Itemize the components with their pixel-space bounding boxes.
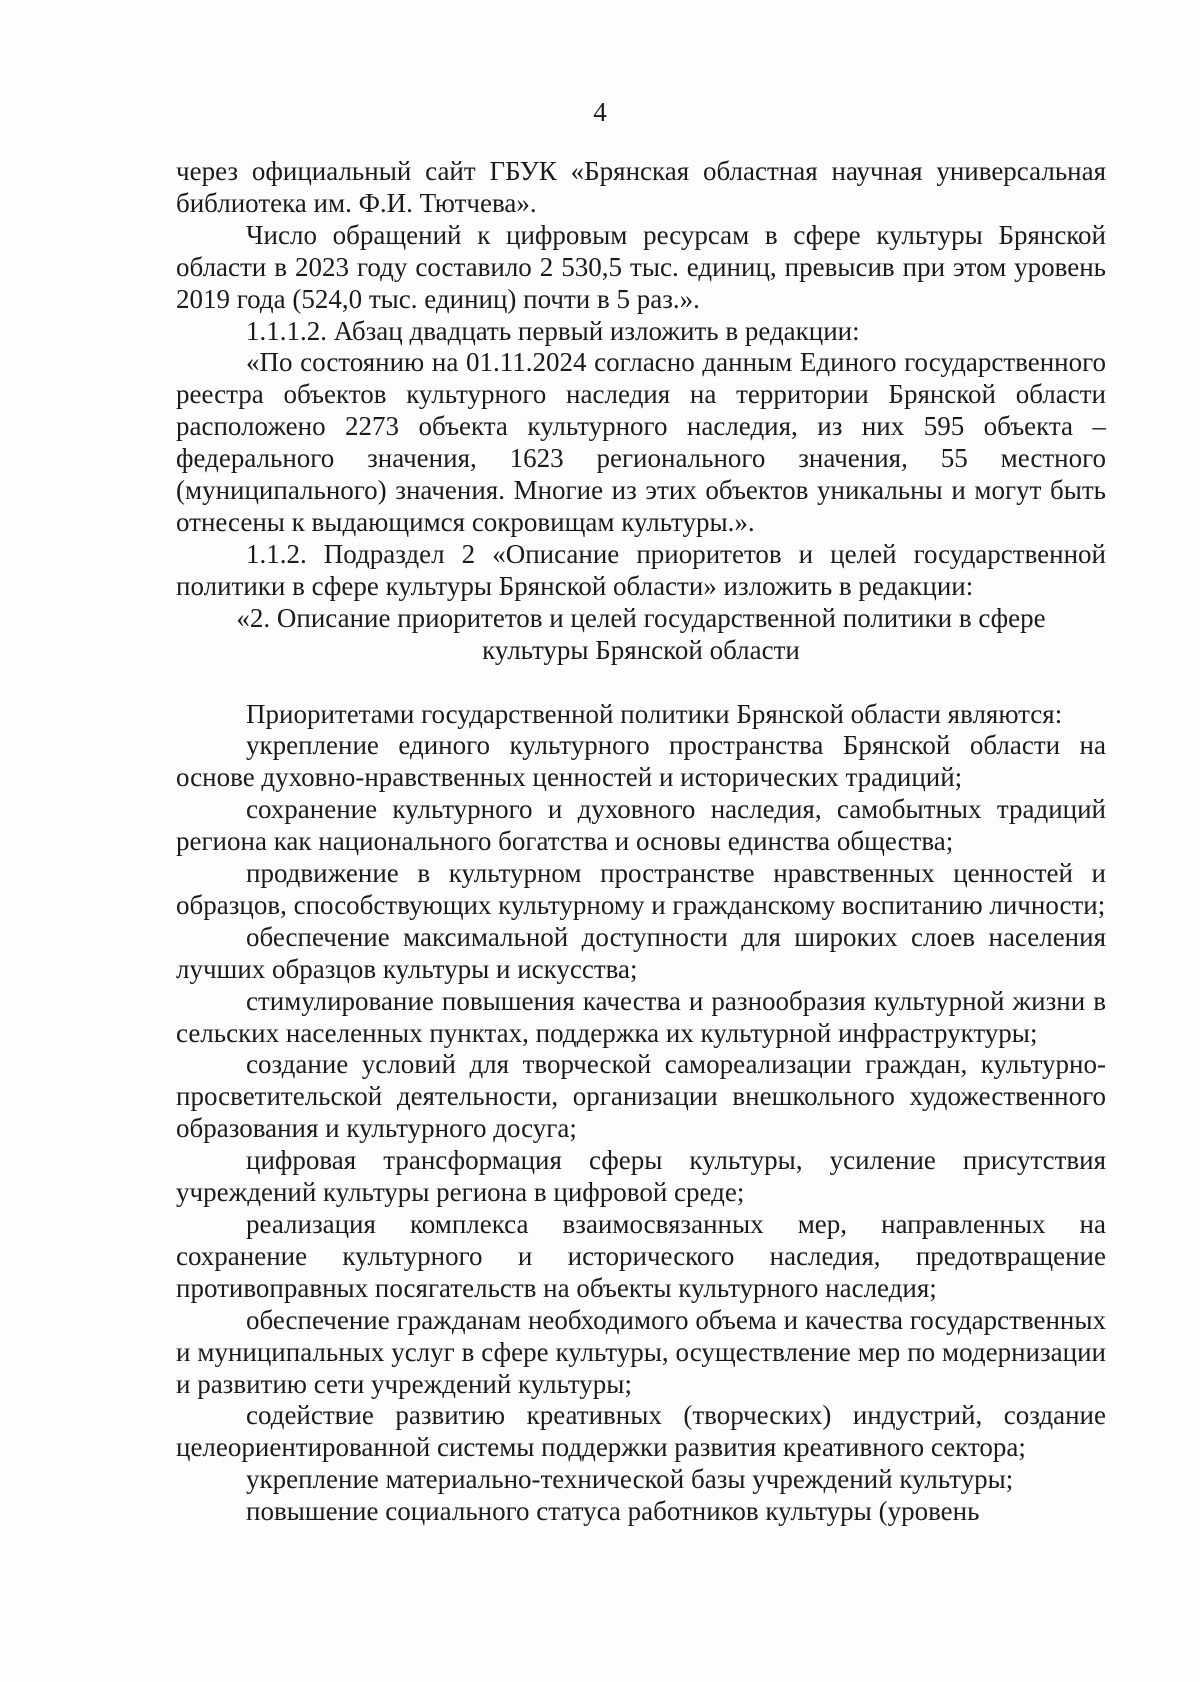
paragraph: Приоритетами государственной политики Брянской области являются: [246,698,1063,729]
list-item: обеспечение максимальной доступности для широких слоев населения лучших образцов культуры и искусства; [176,921,1106,984]
list-item: укрепление единого культурного пространства Брянской области на основе духовно-нравственных ценностей и исторических традиций; [176,730,1106,793]
list-item: повышение социального статуса работников культуры (уровень [246,1496,980,1527]
list-item: обеспечение гражданам необходимого объема и качества государственных и муниципальных услуг в сфере культуры, осуществление мер по модернизации и развитию сети учреждений культуры; [176,1304,1106,1399]
page-number: 4 [593,97,607,127]
paragraph: Число обращений к цифровым ресурсам в сфере культуры Брянской области в 2023 году составило 2 530,5 тыс. единиц, превысив при этом уровень 2019 года (524,0 тыс. единиц) почти в 5 раз.». [176,219,1106,314]
list-item: создание условий для творческой самореализации граждан, культурно-просветительской деятельности, организации внешкольного художественного образования и культурного досуга; [176,1049,1106,1144]
paragraph: 1.1.2. Подраздел 2 «Описание приоритетов и целей государственной политики в сфере культуры Брянской области» изложить в редакции: [176,538,1106,601]
paragraph: 1.1.1.2. Абзац двадцать первый изложить в редакции: [246,315,860,346]
paragraph: «По состоянию на 01.11.2024 согласно данным Единого государственного реестра объектов культурного наследия на территории Брянской области расположено 2273 объекта культурного наследия, из них 595 объекта – федерального значения, 1623 регионального значения, 55 местного (муниципального) значения. Многие из этих объектов уникальны и могут быть отнесены к выдающимся сокровищам культуры.». [176,347,1106,537]
list-item: укрепление материально-технической базы учреждений культуры; [246,1464,1014,1495]
list-item: стимулирование повышения качества и разнообразия культурной жизни в сельских населенных пунктах, поддержка их культурной инфраструктуры; [176,985,1106,1048]
blank-line [176,667,1106,699]
list-item: сохранение культурного и духовного наследия, самобытных традиций региона как национального богатства и основы единства общества; [176,794,1106,857]
list-item: цифровая трансформация сферы культуры, усиление присутствия учреждений культуры региона в цифровой среде; [176,1145,1106,1208]
section-heading: «2. Описание приоритетов и целей государственной политики в сфере культуры Брянской области [236,602,1046,665]
list-item: продвижение в культурном пространстве нравственных ценностей и образцов, способствующих культурному и гражданскому воспитанию личности; [176,858,1106,920]
paragraph: через официальный сайт ГБУК «Брянская областная научная универсальная библиотека им. Ф.И. Тютчева». [176,156,1106,218]
list-item: реализация комплекса взаимосвязанных мер, направленных на сохранение культурного и исторического наследия, предотвращение противоправных посягательств на объекты культурного наследия; [176,1209,1106,1303]
document-body [176,156,1106,1528]
list-item: содействие развитию креативных (творческих) индустрий, создание целеориентированной системы поддержки развития креативного сектора; [176,1400,1106,1463]
